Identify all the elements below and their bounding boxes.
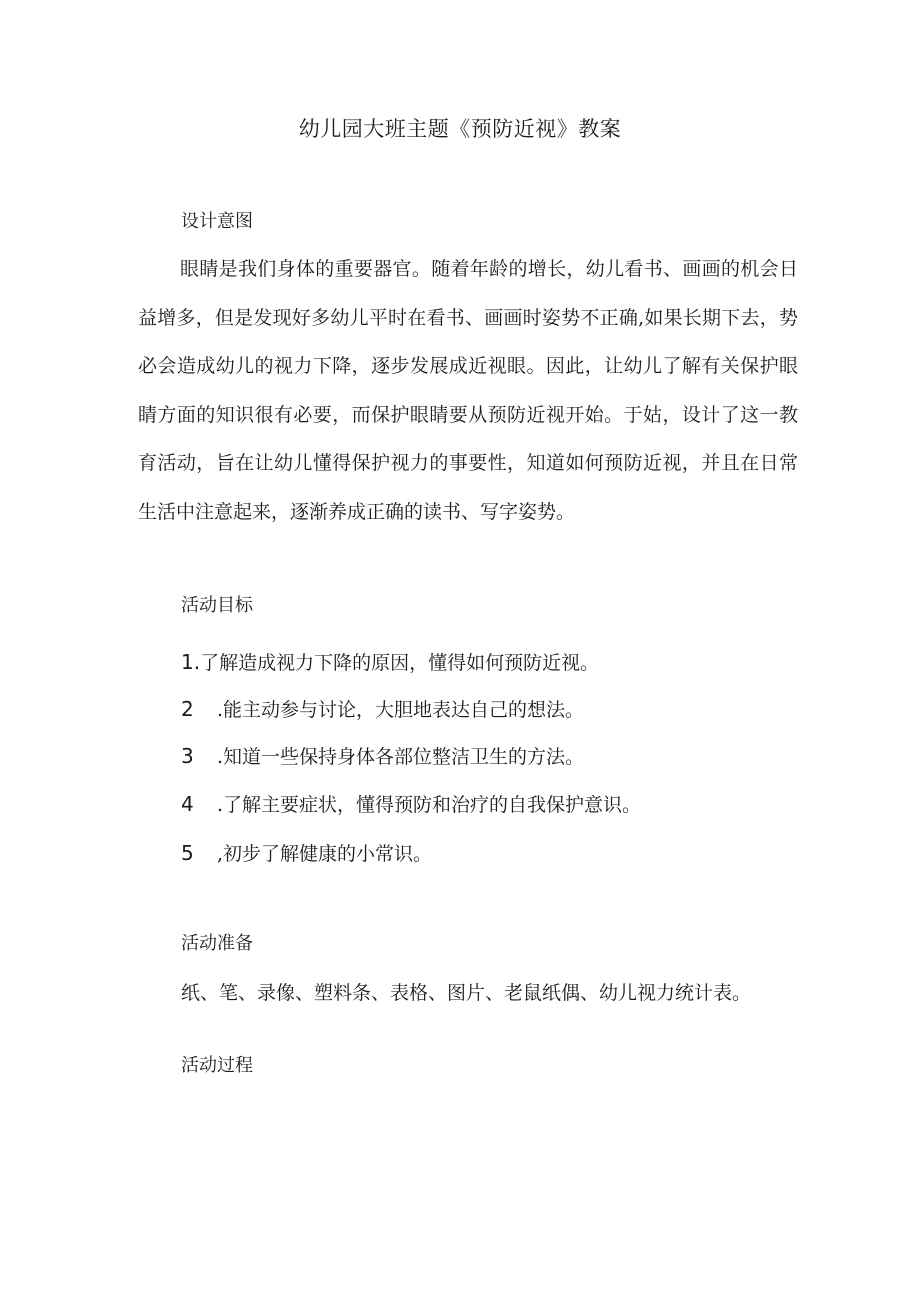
materials-list: 纸、笔、录像、塑料条、表格、图片、老鼠纸偶、幼儿视力统计表。 [181,982,752,1004]
goal-item-1 [181,648,599,677]
document-title: 幼儿园大班主题《预防近视》教案 [298,117,622,141]
design-intent-paragraph: 眼睛是我们身体的重要器官。随着年龄的增长，幼儿看书、画画的机会日益增多，但是发现好多幼儿平时在看书、画画时姿势不正确,如果长期下去，势必会造成幼儿的视力下降，逐步发展成近视眼。因此，让幼儿了解有关保护眼睛方面的知识很有必要，而保护眼睛要从预防近视开始。于姑，设计了这一教育活动，旨在让幼儿懂得保护视力的事要性，知道如何预防近视，并且在日常生活中注意起来，逐渐养成正确的读书、写字姿势。 [138,258,798,523]
goal-item-4 [181,790,641,819]
goal-text: .能主动参与讨论，大胆地表达自己的想法。 [217,699,585,721]
heading-goals: 活动目标 [181,595,253,616]
goal-item-5 [181,839,432,868]
heading-design-intent: 设计意图 [181,211,253,232]
goal-text: .知道一些保持身体各部位整洁卫生的方法。 [217,746,585,768]
goal-text: ,初步了解健康的小常识。 [217,843,433,865]
goal-number: 5 [181,841,194,865]
goal-number: 1. [181,650,201,674]
goal-number: 3 [181,744,194,768]
heading-process: 活动过程 [181,1055,253,1076]
goal-item-3 [181,742,584,771]
goal-text: 了解造成视力下降的原因，懂得如何预防近视。 [200,652,600,674]
goal-text: .了解主要症状，懂得预防和治疗的自我保护意识。 [217,794,642,816]
heading-preparation: 活动准备 [181,933,253,954]
goal-number: 2 [181,697,194,721]
goal-item-2 [181,695,584,724]
goal-number: 4 [181,792,194,816]
